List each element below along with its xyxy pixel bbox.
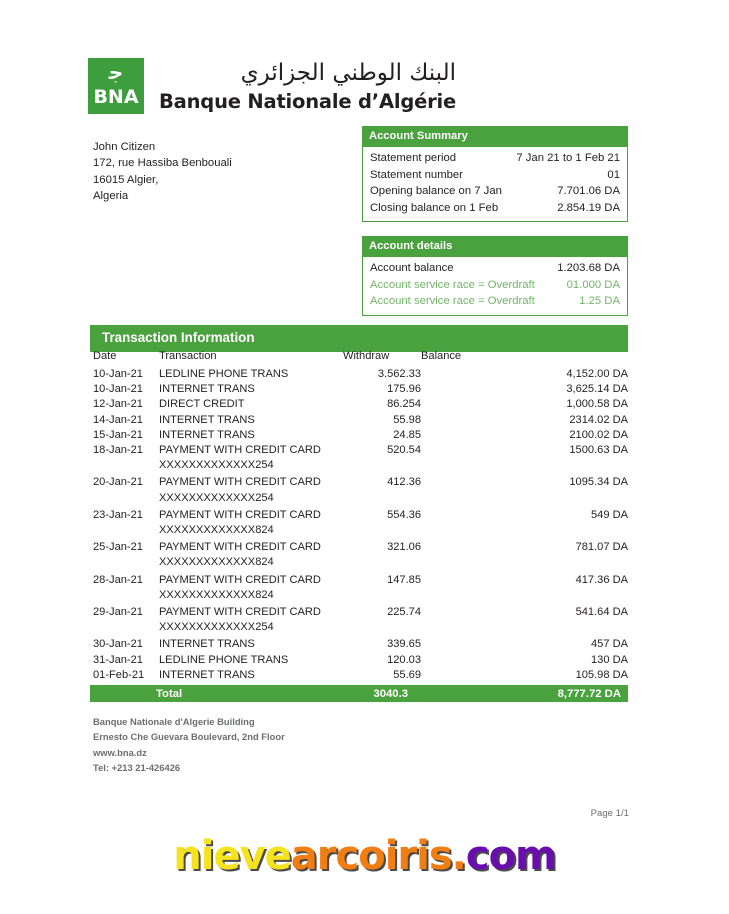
account-summary-box xyxy=(362,126,628,222)
customer-address-block xyxy=(93,139,232,204)
summary-row-value: 7 Jan 21 to 1 Feb 21 xyxy=(516,152,620,164)
bank-logo-header xyxy=(88,58,456,114)
cell-transaction xyxy=(159,382,339,397)
details-row-label: Account service race = Overdraft xyxy=(370,278,535,291)
footer-street: Ernesto Che Guevara Boulevard, 2nd Floor xyxy=(93,731,285,743)
table-row xyxy=(93,443,628,475)
transaction-card-number: XXXXXXXXXXXXX824 xyxy=(159,556,274,569)
table-row xyxy=(93,397,628,412)
transaction-description: INTERNET TRANS xyxy=(159,383,255,396)
cell-date: 15-Jan-21 xyxy=(93,428,143,441)
watermark-part-3: com xyxy=(465,833,556,879)
table-row xyxy=(93,573,628,605)
cell-withdraw: 3.562.33 xyxy=(377,368,421,380)
footer-phone: Tel: +213 21-426426 xyxy=(93,762,181,774)
details-row-label: Account service race = Overdraft xyxy=(370,295,535,308)
transaction-information-header: Transaction Information xyxy=(90,325,628,352)
cell-date: 29-Jan-21 xyxy=(93,606,143,619)
cell-transaction xyxy=(159,397,339,412)
table-header-row xyxy=(93,349,628,367)
transaction-description: INTERNET TRANS xyxy=(159,413,255,426)
table-row xyxy=(93,540,628,572)
transaction-description: LEDLINE PHONE TRANS xyxy=(159,653,289,666)
cell-transaction xyxy=(159,653,339,668)
cell-withdraw: 339.65 xyxy=(387,638,421,651)
summary-row-label: Statement period xyxy=(370,152,457,164)
column-header-date: Date xyxy=(93,350,117,362)
summary-row-label: Opening balance on 7 Jan xyxy=(370,185,502,198)
column-header-transaction: Transaction xyxy=(159,350,217,362)
cell-withdraw: 55.98 xyxy=(393,413,421,426)
cell-withdraw: 412.36 xyxy=(387,476,421,489)
table-row xyxy=(93,637,628,652)
watermark-part-2: arcoiris. xyxy=(290,833,466,879)
transaction-description: PAYMENT WITH CREDIT CARD xyxy=(159,508,321,521)
cell-transaction xyxy=(159,508,339,540)
cell-balance: 2314.02 DA xyxy=(569,413,628,426)
summary-row xyxy=(370,200,620,217)
cell-balance: 457 DA xyxy=(590,638,628,651)
cell-balance: 549 DA xyxy=(590,508,628,521)
bank-footer-address xyxy=(93,714,285,776)
cell-date: 01-Feb-21 xyxy=(93,668,145,681)
cell-balance: 417.36 DA xyxy=(575,573,628,586)
cell-transaction xyxy=(159,367,339,382)
account-summary-rows xyxy=(363,147,627,221)
cell-withdraw: 55.69 xyxy=(393,668,421,681)
bank-name-latin: Banque Nationale d’Algérie xyxy=(159,90,457,113)
table-row xyxy=(93,382,628,397)
details-row xyxy=(370,293,620,310)
bank-name-block xyxy=(159,59,456,113)
transaction-description: PAYMENT WITH CREDIT CARD xyxy=(159,476,321,489)
table-row xyxy=(93,508,628,540)
cell-withdraw: 147.85 xyxy=(387,573,421,586)
transaction-description: DIRECT CREDIT xyxy=(159,398,245,411)
table-row xyxy=(93,428,628,443)
column-header-withdraw: Withdraw xyxy=(343,350,390,362)
cell-balance: 541.64 DA xyxy=(575,606,628,619)
cell-date: 20-Jan-21 xyxy=(93,476,143,489)
summary-row xyxy=(370,183,620,200)
transaction-card-number: XXXXXXXXXXXXX254 xyxy=(159,621,274,634)
transaction-description: INTERNET TRANS xyxy=(159,428,255,441)
table-row xyxy=(93,653,628,668)
transaction-total-row xyxy=(90,685,628,702)
cell-withdraw: 520.54 xyxy=(387,444,421,457)
cell-date: 31-Jan-21 xyxy=(93,653,143,666)
transaction-description: PAYMENT WITH CREDIT CARD xyxy=(159,444,321,457)
transaction-description: PAYMENT WITH CREDIT CARD xyxy=(159,573,321,586)
transaction-description: LEDLINE PHONE TRANS xyxy=(159,368,289,380)
logo-abbreviation: BNA xyxy=(93,86,139,108)
cell-balance: 105.98 DA xyxy=(575,668,628,681)
cell-withdraw: 175.96 xyxy=(387,383,421,396)
table-row xyxy=(93,367,628,382)
cell-withdraw: 225.74 xyxy=(387,606,421,619)
bank-name-arabic: البنك الوطني الجزائري xyxy=(240,60,457,86)
cell-balance: 781.07 DA xyxy=(575,541,628,554)
summary-row xyxy=(370,150,620,167)
details-row-value: 1.25 DA xyxy=(579,295,620,308)
cell-balance: 1500.63 DA xyxy=(569,444,628,457)
watermark-part-1: nieve xyxy=(173,833,291,879)
summary-row xyxy=(370,167,620,184)
cell-transaction xyxy=(159,668,339,683)
transaction-card-number: XXXXXXXXXXXXX254 xyxy=(159,491,274,504)
bna-logo-mark xyxy=(88,58,144,114)
table-row xyxy=(93,668,628,683)
cell-date: 28-Jan-21 xyxy=(93,573,143,586)
cell-date: 18-Jan-21 xyxy=(93,444,143,457)
cell-transaction xyxy=(159,475,339,507)
table-row xyxy=(93,605,628,637)
cell-date: 25-Jan-21 xyxy=(93,541,143,554)
account-details-rows xyxy=(363,257,627,315)
account-details-title: Account details xyxy=(363,237,627,257)
cell-withdraw: 554.36 xyxy=(387,508,421,521)
cell-date: 14-Jan-21 xyxy=(93,413,143,426)
page-number: Page 1/1 xyxy=(590,808,629,819)
transaction-table xyxy=(93,349,628,683)
cell-transaction xyxy=(159,428,339,443)
details-row-label: Account balance xyxy=(370,262,454,274)
cell-date: 12-Jan-21 xyxy=(93,398,143,411)
transaction-description: PAYMENT WITH CREDIT CARD xyxy=(159,606,321,619)
cell-withdraw: 86.254 xyxy=(387,398,421,411)
cell-balance: 3,625.14 DA xyxy=(566,383,628,396)
arabic-monogram-icon: ﺟ xyxy=(108,60,124,84)
transaction-table-body xyxy=(93,367,628,683)
details-row xyxy=(370,277,620,294)
transaction-card-number: XXXXXXXXXXXXX254 xyxy=(159,459,274,472)
transaction-card-number: XXXXXXXXXXXXX824 xyxy=(159,588,274,601)
cell-transaction xyxy=(159,637,339,652)
details-row xyxy=(370,260,620,277)
cell-balance: 1095.34 DA xyxy=(569,476,628,489)
transaction-description: INTERNET TRANS xyxy=(159,668,255,681)
cell-date: 10-Jan-21 xyxy=(93,383,143,396)
cell-balance: 1,000.58 DA xyxy=(566,398,628,411)
transaction-description: PAYMENT WITH CREDIT CARD xyxy=(159,541,321,554)
table-row xyxy=(93,475,628,507)
table-row xyxy=(93,413,628,428)
cell-withdraw: 24.85 xyxy=(393,428,421,441)
cell-balance: 4,152.00 DA xyxy=(566,368,628,380)
total-withdraw: 3040.3 xyxy=(373,687,408,700)
summary-row-value: 2.854.19 DA xyxy=(557,201,620,214)
cell-withdraw: 321.06 xyxy=(387,541,421,554)
cell-date: 10-Jan-21 xyxy=(93,368,143,380)
transaction-card-number: XXXXXXXXXXXXX824 xyxy=(159,524,274,537)
summary-row-value: 01 xyxy=(607,168,620,181)
cell-transaction xyxy=(159,605,339,637)
customer-name: John Citizen xyxy=(93,141,156,153)
details-row-value: 1.203.68 DA xyxy=(557,262,620,274)
customer-city: 16015 Algier, xyxy=(93,173,159,186)
details-row-value: 01.000 DA xyxy=(566,278,620,291)
cell-transaction xyxy=(159,443,339,475)
footer-building: Banque Nationale d'Algerie Building xyxy=(93,716,255,727)
site-watermark xyxy=(0,833,729,879)
cell-withdraw: 120.03 xyxy=(387,653,421,666)
summary-row-label: Closing balance on 1 Feb xyxy=(370,201,499,214)
cell-transaction xyxy=(159,573,339,605)
cell-date: 30-Jan-21 xyxy=(93,638,143,651)
total-balance: 8,777.72 DA xyxy=(557,687,621,700)
cell-date: 23-Jan-21 xyxy=(93,508,143,521)
customer-country: Algeria xyxy=(93,189,129,202)
cell-balance: 130 DA xyxy=(590,653,628,666)
transaction-description: INTERNET TRANS xyxy=(159,638,255,651)
cell-balance: 2100.02 DA xyxy=(569,428,628,441)
summary-row-value: 7.701.06 DA xyxy=(557,185,620,198)
account-summary-title: Account Summary xyxy=(363,127,627,147)
cell-transaction xyxy=(159,540,339,572)
column-header-balance: Balance xyxy=(421,350,462,362)
footer-website[interactable]: www.bna.dz xyxy=(93,746,147,758)
customer-street: 172, rue Hassiba Benbouali xyxy=(93,157,232,170)
total-label: Total xyxy=(156,687,183,700)
account-details-box xyxy=(362,236,628,316)
cell-transaction xyxy=(159,413,339,428)
summary-row-label: Statement number xyxy=(370,168,463,181)
